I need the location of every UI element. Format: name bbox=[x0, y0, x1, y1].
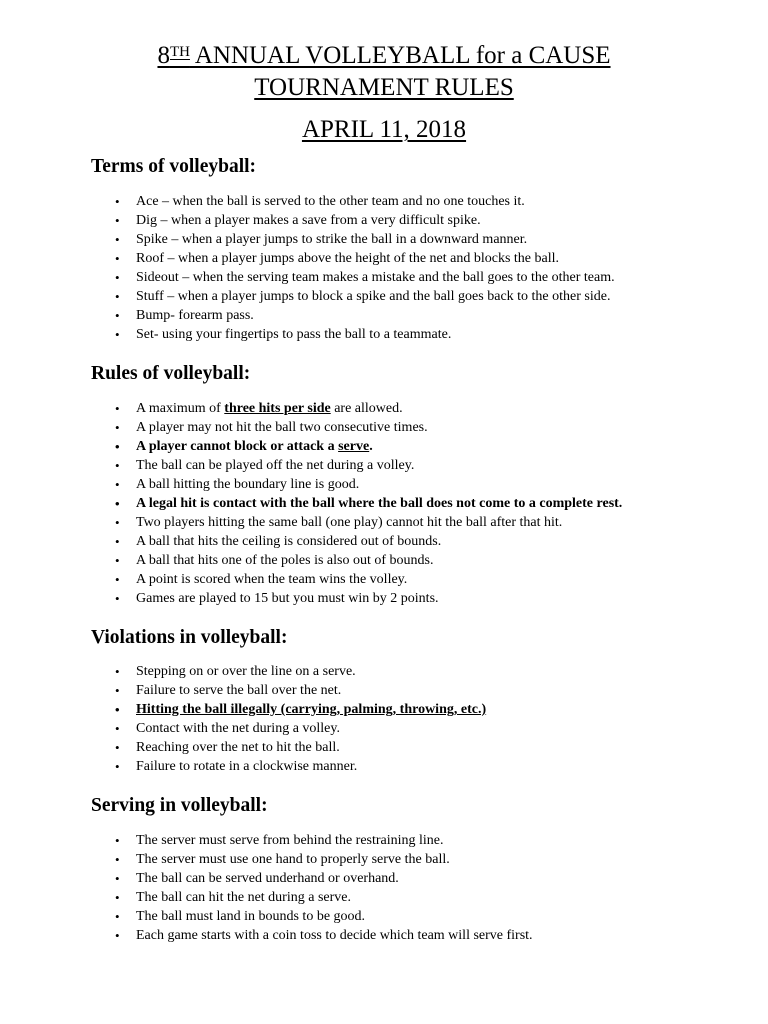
list-item: • The ball must land in bounds to be good. bbox=[0, 907, 533, 926]
list-item: • Roof – when a player jumps above the height of the net and blocks the ball. bbox=[0, 249, 615, 268]
list-item: • A player cannot block or attack a serve. bbox=[0, 437, 622, 456]
list-item: • A legal hit is contact with the ball where the ball does not come to a complete rest. bbox=[0, 494, 622, 513]
violations-list bbox=[0, 662, 486, 776]
list-item: • The ball can be served underhand or overhand. bbox=[0, 869, 533, 888]
list-item: • Bump- forearm pass. bbox=[0, 306, 615, 325]
rules-heading: Rules of volleyball: bbox=[91, 363, 251, 384]
list-item: • A ball that hits the ceiling is considered out of bounds. bbox=[0, 532, 622, 551]
list-item: • Failure to rotate in a clockwise manner. bbox=[0, 757, 486, 776]
list-item: • The server must serve from behind the restraining line. bbox=[0, 831, 533, 850]
emphasis-text: three hits per side bbox=[224, 401, 331, 416]
serving-heading: Serving in volleyball: bbox=[91, 795, 268, 816]
list-item: • Contact with the net during a volley. bbox=[0, 719, 486, 738]
list-item: • The ball can be played off the net during a volley. bbox=[0, 456, 622, 475]
list-item: • The ball can hit the net during a serve. bbox=[0, 888, 533, 907]
list-item: • A maximum of three hits per side are allowed. bbox=[0, 399, 622, 418]
list-item: • Each game starts with a coin toss to decide which team will serve first. bbox=[0, 926, 533, 945]
title-superscript: TH bbox=[169, 44, 190, 60]
title-line-2-text: TOURNAMENT RULES bbox=[254, 74, 514, 101]
title-ordinal: 8 bbox=[157, 42, 170, 69]
title-line-1 bbox=[0, 41, 768, 73]
list-item: • Ace – when the ball is served to the other team and no one touches it. bbox=[0, 192, 615, 211]
list-item: • Games are played to 15 but you must win by 2 points. bbox=[0, 589, 622, 608]
list-item: • The server must use one hand to properly serve the ball. bbox=[0, 850, 533, 869]
violations-heading: Violations in volleyball: bbox=[91, 627, 288, 648]
list-item: • Sideout – when the serving team makes a mistake and the ball goes to the other team. bbox=[0, 268, 615, 287]
list-item: • Set- using your fingertips to pass the ball to a teammate. bbox=[0, 325, 615, 344]
document-title bbox=[0, 41, 768, 105]
list-item: • Failure to serve the ball over the net. bbox=[0, 681, 486, 700]
terms-heading: Terms of volleyball: bbox=[91, 156, 257, 177]
title-line-1-text: ANNUAL VOLLEYBALL for a CAUSE bbox=[189, 42, 611, 69]
list-item: • Spike – when a player jumps to strike the ball in a downward manner. bbox=[0, 230, 615, 249]
list-item: • A player may not hit the ball two consecutive times. bbox=[0, 418, 622, 437]
emphasis-text: serve bbox=[338, 439, 370, 454]
rules-list bbox=[0, 399, 622, 608]
event-date-text: APRIL 11, 2018 bbox=[301, 116, 467, 143]
title-line-2 bbox=[0, 73, 768, 105]
list-item: • A ball hitting the boundary line is good. bbox=[0, 475, 622, 494]
serving-list bbox=[0, 831, 533, 945]
event-date bbox=[0, 115, 768, 145]
terms-list bbox=[0, 192, 615, 344]
list-item: • A ball that hits one of the poles is also out of bounds. bbox=[0, 551, 622, 570]
list-item: • A point is scored when the team wins the volley. bbox=[0, 570, 622, 589]
list-item: • Two players hitting the same ball (one play) cannot hit the ball after that hit. bbox=[0, 513, 622, 532]
list-item: • Stuff – when a player jumps to block a spike and the ball goes back to the other side. bbox=[0, 287, 615, 306]
list-item: • Hitting the ball illegally (carrying, palming, throwing, etc.) bbox=[0, 700, 486, 719]
list-item: • Reaching over the net to hit the ball. bbox=[0, 738, 486, 757]
list-item: • Stepping on or over the line on a serve. bbox=[0, 662, 486, 681]
list-item: • Dig – when a player makes a save from a very difficult spike. bbox=[0, 211, 615, 230]
